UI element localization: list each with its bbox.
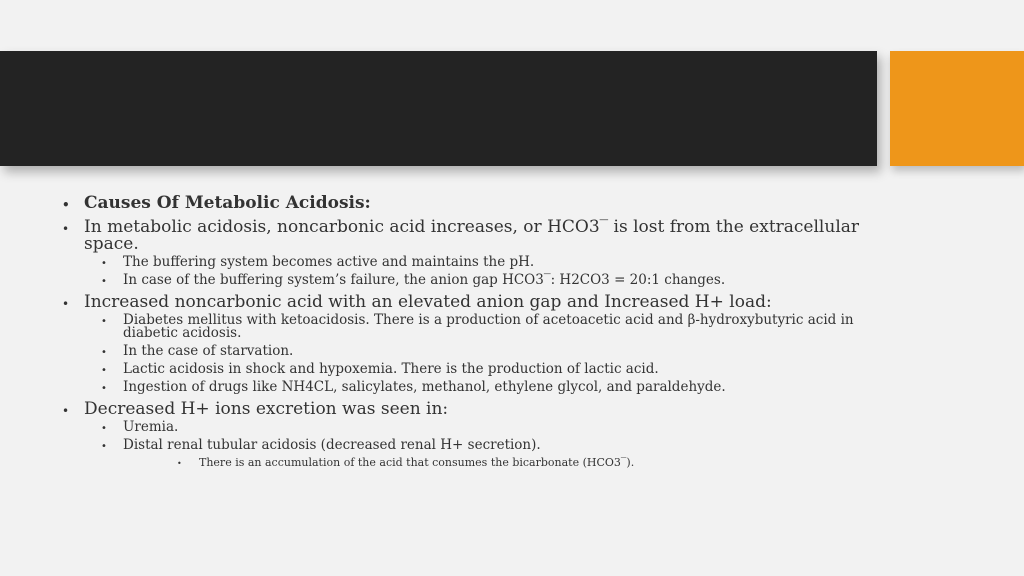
sub-bullet-renal-tubular: • Distal renal tubular acidosis (decreased renal H+ secretion). — [101, 439, 862, 452]
sub-bullet-lactic: • Lactic acidosis in shock and hypoxemia. There is the production of lactic acid. — [101, 363, 862, 376]
sub-bullet-uremia: • Uremia. — [101, 421, 862, 434]
sub-bullet-starvation: • In the case of starvation. — [101, 345, 862, 358]
slide-content — [62, 195, 862, 469]
sub-bullet-diabetes: • Diabetes mellitus with ketoacidosis. There is a production of acetoacetic acid and β-hydroxybutyric acid in diabetic acidosis. — [101, 314, 862, 340]
sub-sub-bullet-bicarbonate: • There is an accumulation of the acid that consumes the bicarbonate (HCO3‾). — [177, 457, 862, 469]
bullet-hco3-loss: • In metabolic acidosis, noncarbonic acid increases, or HCO3‾ is lost from the extracellular space. — [62, 219, 862, 253]
sub-bullet-anion-gap: • In case of the buffering system’s failure, the anion gap HCO3‾: H2CO3 = 20:1 changes. — [101, 274, 862, 287]
heading-bullet: • Causes Of Metabolic Acidosis: — [62, 195, 862, 212]
accent-block — [890, 51, 1024, 166]
sub-bullet-drugs: • Ingestion of drugs like NH4CL, salicylates, methanol, ethylene glycol, and paraldehyde. — [101, 381, 862, 394]
bullet-noncarbonic-acid: • Increased noncarbonic acid with an elevated anion gap and Increased H+ load: — [62, 294, 862, 311]
bullet-h-excretion: • Decreased H+ ions excretion was seen in: — [62, 401, 862, 418]
title-bar — [0, 51, 877, 166]
sub-bullet-buffering: • The buffering system becomes active and maintains the pH. — [101, 256, 862, 269]
